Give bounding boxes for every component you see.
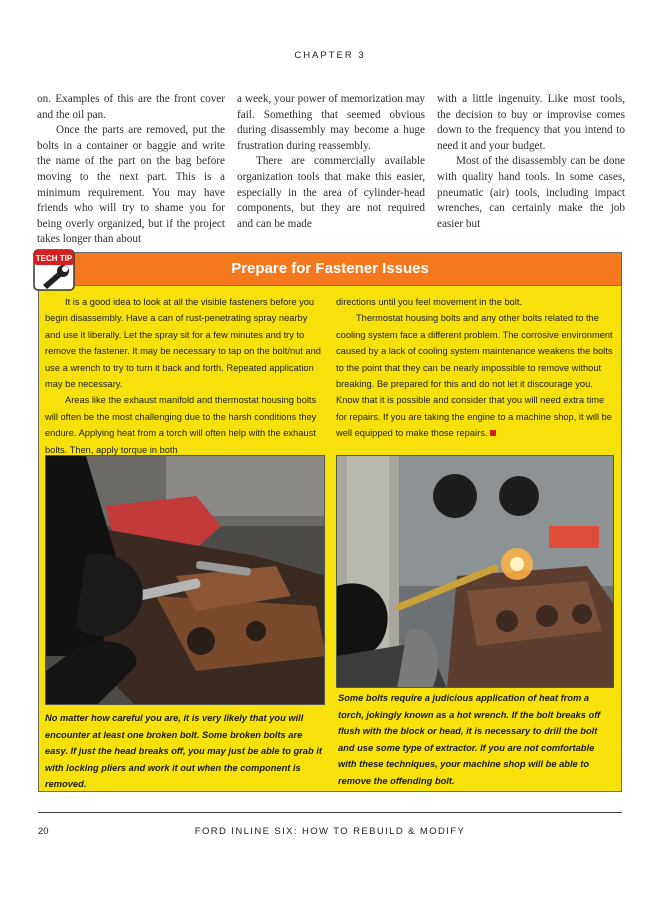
photo-broken-bolt-pliers: [45, 455, 325, 705]
tech-tip-paragraph-last: [336, 310, 613, 441]
body-paragraph: Once the parts are removed, put the bolts in a container or baggie and write the name of the part on the bag before moving to the next part. This is a minimum requirement. You may have friends who will try to shame you for being overly organized, but if the project takes longer than about: [37, 124, 225, 246]
body-column-2: [237, 92, 425, 242]
tech-tip-badge-text: TECH TIP: [35, 254, 73, 263]
tech-tip-title: Prepare for Fastener Issues: [231, 260, 429, 277]
body-column-3: [437, 92, 625, 242]
tech-tip-column-right: [336, 294, 613, 458]
footer-rule: [38, 812, 622, 813]
body-paragraph: with a little ingenuity. Like most tools, the decision to buy or improvise comes down to the frequency that you intend to need it and your budget.: [437, 93, 625, 152]
body-column-1: [37, 92, 225, 246]
page-number: 20: [38, 826, 49, 837]
body-paragraph: on. Examples of this are the front cover and the oil pan.: [37, 93, 225, 121]
book-title: FORD INLINE SIX: HOW TO REBUILD & MODIFY: [194, 826, 466, 837]
body-text-columns: [37, 92, 626, 246]
tech-tip-paragraph: Areas like the exhaust manifold and thermostat housing bolts will often be the most challenging due to the harsh conditions they endure. Applying heat from a torch will often help with the exhaust bolts. Then, apply torque in both: [45, 395, 317, 455]
body-paragraph: Most of the disassembly can be done with quality hand tools. In some cases, pneumatic (air) tools, including impact wrenches, can certainly make the job easier but: [437, 155, 625, 230]
tech-tip-paragraph: It is a good idea to look at all the visible fasteners before you begin disassembly. Have a can of rust-penetrating spray nearby and use it liberally. Let the spray sit for a few minutes and try to remove the fastener. It may be necessary to tap on the bolt/nut and use a wrench to try to turn it back and forth. Repeated application may be necessary.: [45, 297, 321, 390]
tech-tip-column-left: [45, 294, 322, 458]
tech-tip-box: [35, 252, 622, 792]
body-paragraph: a week, your power of memorization may fail. Something that seemed obvious during disassembly may become a huge frustration during reassembly.: [237, 93, 425, 152]
photo-torch-hot-wrench: [336, 455, 614, 688]
tech-tip-paragraph-text: Thermostat housing bolts and any other bolts related to the cooling system face a different problem. The corrosive environment caused by a lack of cooling system maintenance weakens the bolts to the point that they can be nearly impossible to remove without breaking. Be prepared for this and do not let it discourage you. Know that it is possible and consider that you will need extra time for repairs. If you are taking the engine to a machine shop, it will be well equipped to make those repairs.: [336, 313, 613, 439]
tech-tip-header: [39, 253, 621, 286]
body-paragraph: There are commercially available organization tools that make this easier, especially in the area of cylinder-head components, but they are not required and can be made: [237, 155, 425, 230]
end-of-article-mark: [490, 430, 496, 436]
chapter-heading: CHAPTER 3: [294, 50, 366, 61]
tech-tip-paragraph: directions until you feel movement in the bolt.: [336, 297, 523, 307]
tech-tip-wrench-icon: [31, 247, 77, 293]
photo-caption-right: Some bolts require a judicious application of heat from a torch, jokingly known as a hot wrench. If the bolt breaks off flush with the block or head, it is necessary to drill the bolt and use some type of extractor. If you are not comfortable with these techniques, your machine shop will be able to remove the offending bolt.: [338, 693, 601, 786]
tech-tip-text: [45, 294, 613, 458]
photo-caption-left: No matter how careful you are, it is very likely that you will encounter at least one broken bolt. Some broken bolts are easy. If just the head breaks off, you may just be able to grab it with locking pliers and work it out when the component is removed.: [45, 713, 322, 789]
